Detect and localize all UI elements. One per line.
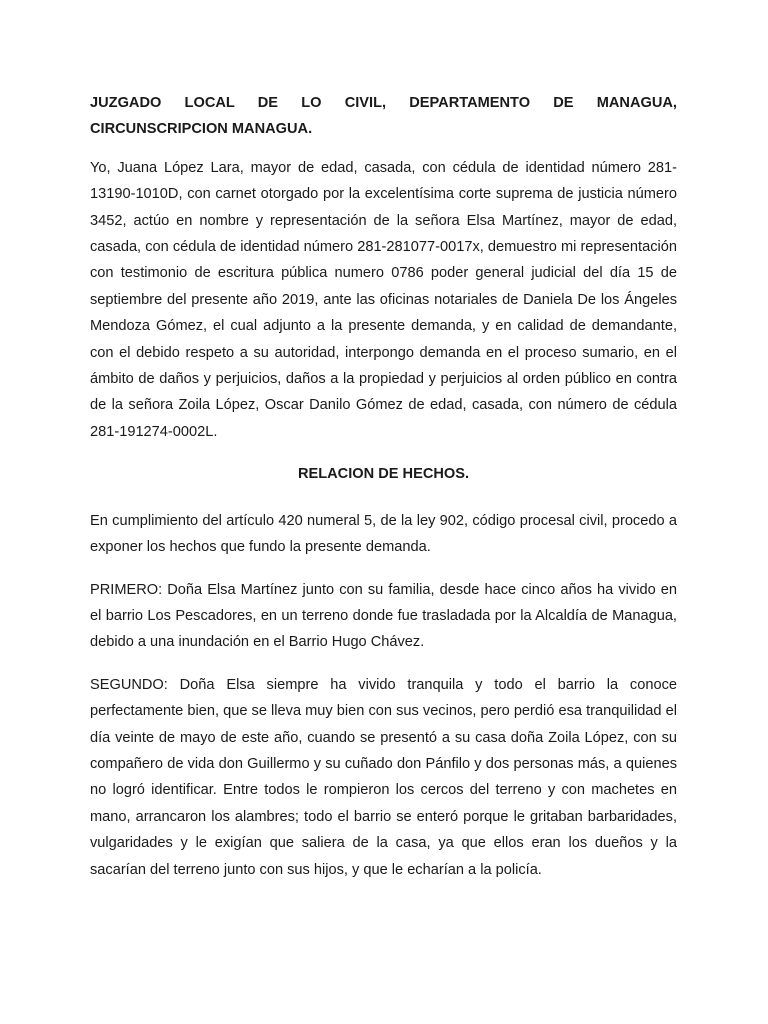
first-fact-paragraph: PRIMERO: Doña Elsa Martínez junto con su familia, desde hace cinco años ha vivido en el barrio Los Pescadores, en un terreno donde fue trasladada por la Alcaldía de Managua, debido a una inundación en el Barrio Hugo Chávez.: [90, 581, 677, 651]
document-page: [90, 90, 677, 883]
second-fact-paragraph: SEGUNDO: Doña Elsa siempre ha vivido tranquila y todo el barrio la conoce perfectamente bien, que se lleva muy bien con sus vecinos, pero perdió esa tranquilidad el día veinte de mayo de este año, cuando se presentó a su casa doña Zoila López, con su compañero de vida don Guillermo y su cuñado don Pánfilo y dos personas más, a quienes no logró identificar. Entre todos le rompieron los cercos del terreno y con machetes en mano, arrancaron los alambres; todo el barrio se enteró porque le gritaban barbaridades, vulgaridades y le exigían que saliera de la casa, ya que ellos eran los dueños y la sacarían del terreno junto con sus hijos, y que le echarían a la policía.: [90, 676, 677, 878]
intro-paragraph: Yo, Juana López Lara, mayor de edad, casada, con cédula de identidad número 281-13190-1010D, con carnet otorgado por la excelentísima corte suprema de justicia número 3452, actúo en nombre y representación de la señora Elsa Martínez, mayor de edad, casada, con cédula de identidad número 281-281077-0017x, demuestro mi representación con testimonio de escritura pública numero 0786 poder general judicial del día 15 de septiembre del presente año 2019, ante las oficinas notariales de Daniela De los Ángeles Mendoza Gómez, el cual adjunto a la presente demanda, y en calidad de demandante, con el debido respeto a su autoridad, interpongo demanda en el proceso sumario, en el ámbito de daños y perjuicios, daños a la propiedad y perjuicios al orden público en contra de la señora Zoila López, Oscar Danilo Gómez de edad, casada, con número de cédula 281-191274-0002L.: [90, 159, 677, 440]
section-heading: RELACION DE HECHOS.: [297, 466, 470, 483]
court-heading: JUZGADO LOCAL DE LO CIVIL, DEPARTAMENTO DE MANAGUA, CIRCUNSCRIPCION MANAGUA.: [90, 95, 677, 138]
facts-intro-paragraph: En cumplimiento del artículo 420 numeral 5, de la ley 902, código procesal civil, procedo a exponer los hechos que fundo la presente demanda.: [90, 512, 677, 556]
